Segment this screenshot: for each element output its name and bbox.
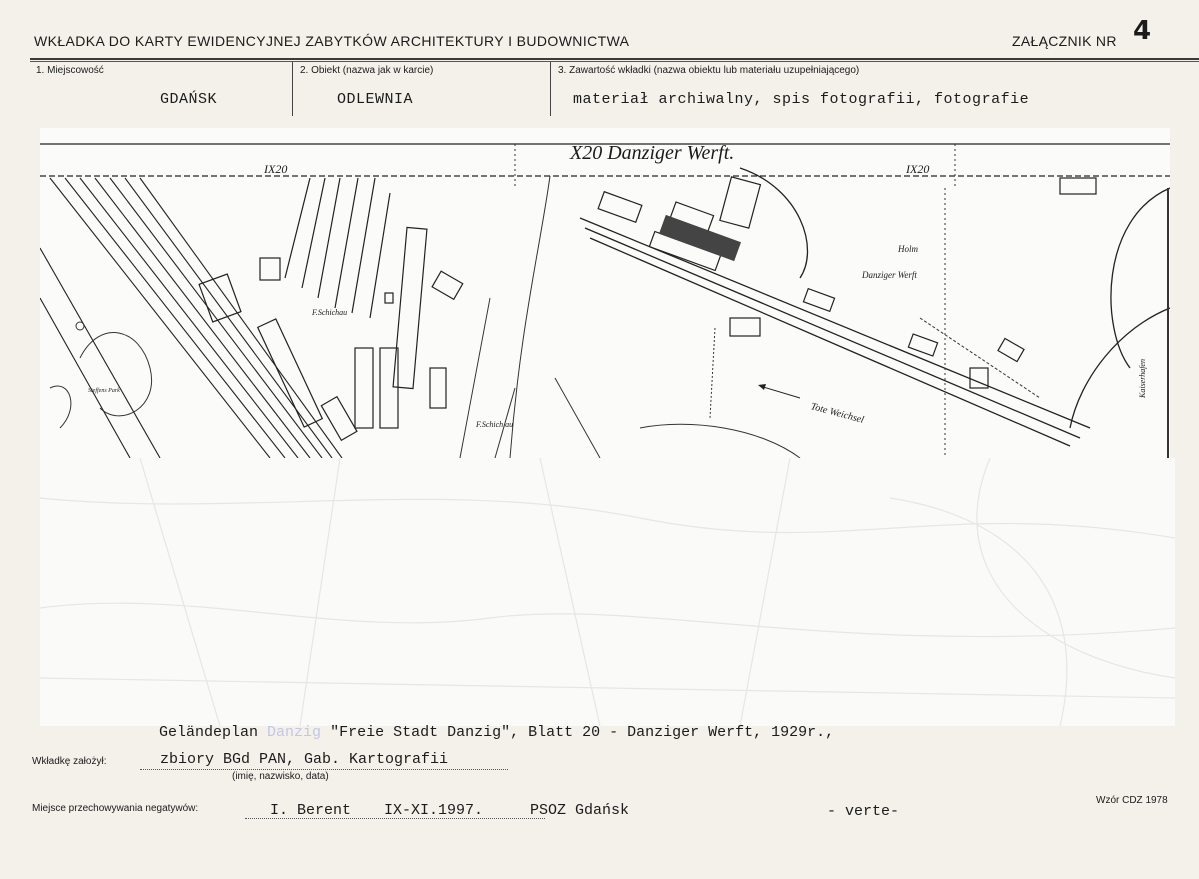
map-label-schichau: F.Schichau	[312, 308, 348, 317]
object-value: ODLEWNIA	[337, 91, 414, 108]
annex-number: 4	[1133, 16, 1152, 46]
caption-faint-word: Danzig	[267, 724, 322, 741]
author-note: (imię, nazwisko, data)	[232, 771, 329, 782]
map-sheet-upper	[40, 128, 1170, 458]
storage-date: IX-XI.1997.	[384, 802, 484, 819]
contents-value: materiał archiwalny, spis fotografii, fotografie	[573, 91, 1030, 108]
object-label: 2. Obiekt (nazwa jak w karcie)	[300, 65, 434, 76]
header-rule-thin	[30, 61, 1199, 62]
map-sheet-lower-faded	[40, 458, 1175, 726]
map-label-park: Steffens Park	[88, 388, 120, 394]
author-label: Wkładkę założył:	[32, 756, 107, 767]
caption-rest: "Freie Stadt Danzig", Blatt 20 - Danziger Werft, 1929r.,	[330, 724, 835, 741]
author-value: zbiory BGd PAN, Gab. Kartografii	[160, 751, 449, 768]
map-drawing	[40, 128, 1170, 458]
map-label-holm: Holm	[898, 244, 918, 254]
cell-divider	[550, 62, 551, 116]
storage-label: Miejsce przechowywania negatywów:	[32, 803, 199, 814]
grid-label-right: IX20	[906, 162, 930, 176]
map-caption	[159, 724, 834, 741]
locality-value: GDAŃSK	[160, 91, 218, 108]
grid-label-left: IX20	[264, 162, 288, 176]
historical-map-image	[40, 128, 1175, 726]
map-label-schichau-south: F.Schich au	[476, 420, 514, 429]
caption-prefix: Geländeplan	[159, 724, 259, 741]
map-label-weichsel: Tote Weichsel	[809, 401, 866, 426]
locality-label: 1. Miejscowość	[36, 65, 104, 76]
annex-label: ZAŁĄCZNIK NR	[1012, 33, 1117, 49]
form-title: WKŁADKA DO KARTY EWIDENCYJNEJ ZABYTKÓW ARCHITEKTURY I BUDOWNICTWA	[34, 33, 630, 49]
map-label-kaiserhafen: Kaiserhafen	[1138, 359, 1147, 398]
form-code: Wzór CDZ 1978	[1096, 795, 1168, 806]
map-label-werft: Danziger Werft	[862, 270, 917, 280]
header-rule	[30, 58, 1199, 60]
map-faded-drawing	[40, 458, 1175, 726]
storage-place: PSOZ Gdańsk	[530, 802, 630, 819]
cell-divider	[292, 62, 293, 116]
storage-person: I. Berent	[270, 802, 352, 819]
map-sheet-title: X20 Danziger Werft.	[570, 142, 735, 164]
author-dotted-line	[140, 769, 508, 770]
contents-label: 3. Zawartość wkładki (nazwa obiektu lub materiału uzupełniającego)	[558, 65, 860, 76]
verte-note: - verte-	[827, 803, 900, 820]
